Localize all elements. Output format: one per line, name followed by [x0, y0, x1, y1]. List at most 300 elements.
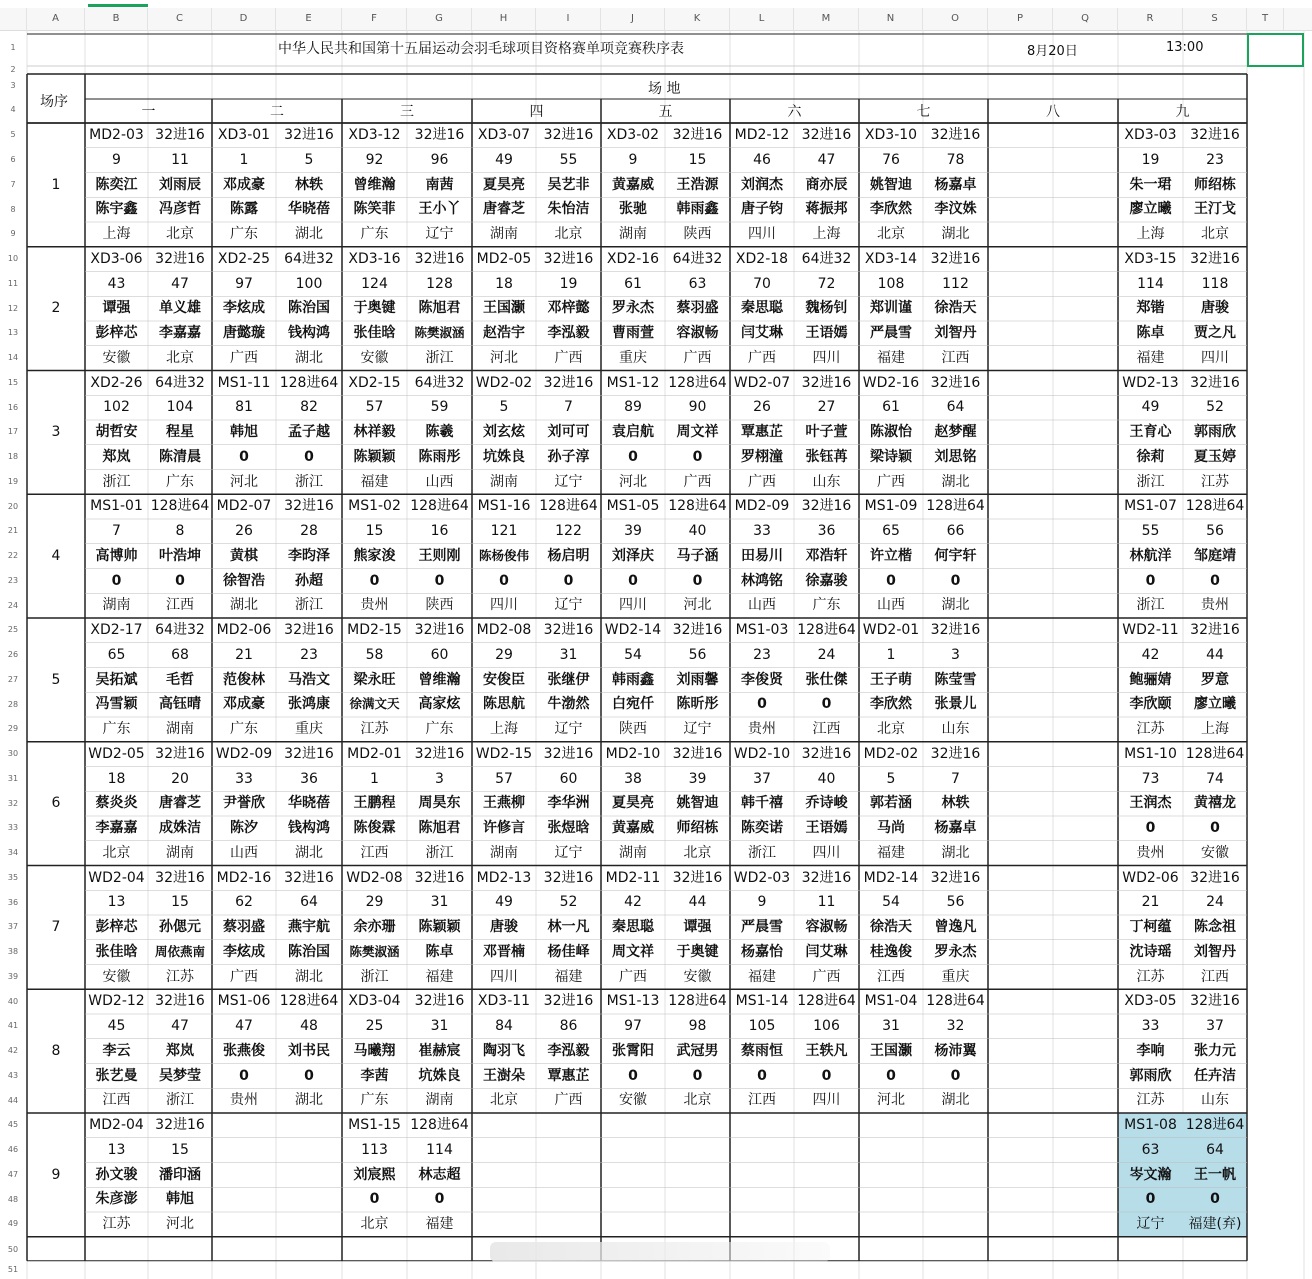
- match-order: 6: [51, 795, 61, 812]
- match-round: 32进16: [284, 869, 334, 886]
- player-name: 蔡雨恒: [741, 1042, 783, 1059]
- province: 江苏: [102, 1216, 131, 1232]
- match-round: 32进16: [284, 127, 334, 143]
- player-name: 武冠男: [676, 1042, 719, 1059]
- row-number[interactable]: 48: [7, 1194, 19, 1204]
- row-number[interactable]: 30: [7, 749, 19, 759]
- player-name: 林鸿铭: [741, 572, 783, 589]
- row-number[interactable]: 31: [7, 773, 19, 783]
- seed-number: 21: [1141, 894, 1160, 911]
- column-letter[interactable]: B: [85, 8, 148, 30]
- row-number[interactable]: 36: [7, 897, 19, 907]
- seed-number: 43: [107, 275, 126, 292]
- match-round: 32进16: [284, 622, 334, 638]
- province: 山东: [1201, 1092, 1229, 1109]
- column-letter[interactable]: D: [212, 8, 276, 30]
- player-name: 陈杨俊伟: [478, 547, 529, 563]
- column-letter[interactable]: M: [794, 8, 859, 30]
- player-name: 0: [434, 572, 445, 589]
- row-number[interactable]: 40: [7, 996, 19, 1006]
- row-number[interactable]: 38: [7, 947, 19, 957]
- province: 广东: [230, 721, 258, 737]
- province: 广东: [360, 1092, 389, 1109]
- row-number[interactable]: 17: [7, 427, 19, 437]
- player-name: 范俊林: [223, 671, 265, 688]
- player-name: 闫艾琳: [741, 325, 783, 341]
- player-name: 燕宇航: [288, 919, 330, 935]
- seed-number: 98: [688, 1018, 707, 1034]
- match-code: XD3-06: [90, 250, 143, 267]
- province: 广东: [102, 721, 131, 737]
- province: 贵州: [1136, 844, 1165, 861]
- match-code: MS1-03: [735, 622, 789, 638]
- court-header: 二: [270, 104, 284, 120]
- province: 浙江: [748, 844, 776, 861]
- seed-number: 8: [175, 523, 185, 539]
- match-code: XD3-12: [348, 127, 401, 143]
- province: 安徽: [102, 968, 131, 985]
- match-code: MD2-14: [863, 869, 919, 886]
- match-code: WD2-04: [88, 869, 145, 886]
- column-letter[interactable]: R: [1118, 8, 1183, 30]
- row-number[interactable]: 25: [7, 625, 19, 635]
- player-name: 廖立曦: [1129, 201, 1172, 218]
- row-number[interactable]: 3: [10, 81, 16, 90]
- province: 浙江: [360, 968, 389, 985]
- seed-number: 19: [559, 275, 578, 292]
- row-number[interactable]: 33: [7, 823, 19, 833]
- province: 浙江: [425, 349, 454, 366]
- row-number[interactable]: 49: [7, 1219, 19, 1229]
- column-letter[interactable]: F: [342, 8, 407, 30]
- province: 江西: [877, 968, 905, 985]
- player-name: 唐骏: [1201, 300, 1229, 317]
- row-number[interactable]: 6: [10, 155, 16, 165]
- province: 湖南: [619, 226, 647, 242]
- row-number[interactable]: 9: [10, 229, 16, 239]
- row-number[interactable]: 34: [7, 848, 19, 858]
- seed-number: 47: [171, 1018, 189, 1034]
- seed-number: 42: [1141, 646, 1160, 663]
- player-name: 高家炫: [418, 696, 461, 713]
- match-round: 32进16: [672, 622, 723, 638]
- row-number[interactable]: 45: [7, 1120, 19, 1130]
- row-number[interactable]: 13: [7, 328, 19, 338]
- province: 四川: [812, 1092, 841, 1109]
- seed-number: 124: [361, 275, 388, 292]
- player-name: 陈思航: [483, 696, 525, 713]
- match-round: 32进16: [672, 745, 723, 762]
- row-number[interactable]: 8: [10, 204, 16, 214]
- match-code: XD3-16: [348, 250, 401, 267]
- row-number[interactable]: 50: [7, 1245, 19, 1254]
- match-code: WD2-07: [733, 374, 791, 391]
- selected-cell[interactable]: [1247, 33, 1304, 67]
- province: 浙江: [425, 844, 454, 861]
- row-number[interactable]: 32: [7, 798, 19, 808]
- province: 广西: [619, 968, 647, 985]
- match-code: MS1-15: [348, 1117, 401, 1133]
- player-name: 王汀戈: [1194, 201, 1236, 218]
- seed-number: 73: [1141, 770, 1160, 787]
- player-name: 0: [1145, 572, 1156, 589]
- seed-number: 40: [817, 770, 836, 787]
- player-name: 夏昊亮: [483, 176, 525, 193]
- player-name: 姚智迪: [870, 176, 912, 193]
- player-name: 陈淑怡: [870, 424, 912, 440]
- match-round: 32进16: [1190, 250, 1240, 267]
- province: 安徽: [1201, 844, 1229, 861]
- row-number[interactable]: 41: [7, 1021, 19, 1031]
- row-number[interactable]: 51: [7, 1265, 19, 1274]
- player-name: 杨嘉怡: [741, 943, 783, 960]
- seed-number: 26: [753, 399, 771, 416]
- player-name: 覃惠芷: [741, 424, 783, 440]
- seed-number: 66: [946, 523, 965, 539]
- player-name: 李云: [102, 1042, 131, 1059]
- player-name: 张钰苒: [805, 448, 848, 465]
- column-letter[interactable]: Q: [1053, 8, 1118, 30]
- player-name: 李嘉嘉: [159, 325, 201, 341]
- province: 北京: [683, 844, 712, 861]
- province: 浙江: [295, 597, 323, 614]
- row-number[interactable]: 10: [7, 254, 19, 264]
- row-number[interactable]: 23: [7, 575, 19, 585]
- province: 广西: [683, 349, 712, 366]
- seed-number: 63: [1141, 1141, 1160, 1158]
- match-order: 4: [51, 547, 61, 564]
- court-header: 八: [1046, 104, 1060, 120]
- province: 福建: [425, 1216, 454, 1232]
- row-number[interactable]: 28: [7, 699, 19, 709]
- province: 四川: [619, 597, 647, 614]
- player-name: 何宇轩: [934, 547, 977, 564]
- row-number[interactable]: 27: [7, 674, 19, 684]
- player-name: 叶浩坤: [159, 547, 201, 564]
- match-round: 32进16: [155, 250, 205, 267]
- match-code: XD3-07: [477, 127, 531, 143]
- province: 河北: [490, 349, 518, 366]
- match-round: 128进64: [1185, 745, 1245, 762]
- player-name: 刘雨馨: [676, 671, 719, 688]
- match-code: WD2-02: [475, 374, 533, 391]
- row-number[interactable]: 24: [7, 600, 19, 610]
- column-letter[interactable]: H: [472, 8, 536, 30]
- player-name: 0: [1210, 1191, 1220, 1208]
- seed-number: 23: [753, 646, 771, 663]
- match-code: WD2-06: [1122, 869, 1179, 886]
- row-number[interactable]: 35: [7, 872, 19, 882]
- column-letter[interactable]: A: [27, 8, 85, 30]
- row-number[interactable]: 5: [10, 130, 16, 140]
- province: 湖南: [490, 226, 518, 242]
- player-name: 李炫成: [223, 943, 265, 960]
- player-name: 王小丫: [418, 201, 461, 218]
- seed-number: 92: [365, 151, 384, 168]
- player-name: 吴拓斌: [95, 671, 138, 688]
- player-name: 0: [692, 448, 703, 465]
- row-number[interactable]: 19: [7, 476, 19, 486]
- seed-number: 74: [1206, 770, 1224, 787]
- match-round: 128进64: [279, 374, 339, 391]
- row-number[interactable]: 22: [7, 551, 19, 561]
- seed-number: 82: [300, 399, 318, 416]
- seed-number: 23: [1206, 151, 1224, 168]
- province: 河北: [683, 597, 712, 614]
- row-number[interactable]: 2: [10, 65, 16, 74]
- player-name: 孙超: [295, 572, 323, 589]
- seed-number: 45: [107, 1018, 126, 1034]
- player-name: 郭雨欣: [1129, 1067, 1172, 1084]
- province: 安徽: [360, 349, 389, 366]
- player-name: 0: [175, 572, 185, 589]
- player-name: 0: [692, 1067, 703, 1084]
- match-order: 7: [51, 919, 61, 935]
- player-name: 罗永杰: [934, 943, 977, 960]
- row-number[interactable]: 1: [10, 43, 16, 52]
- province: 四川: [1201, 349, 1229, 366]
- player-name: 王国灏: [870, 1042, 912, 1059]
- province: 浙江: [102, 473, 131, 490]
- province: 福建: [748, 968, 776, 985]
- player-name: 陈治国: [288, 300, 330, 317]
- player-name: 0: [628, 1067, 638, 1084]
- column-letter[interactable]: S: [1183, 8, 1247, 30]
- player-name: 赵浩宇: [483, 325, 525, 341]
- player-name: 刘可可: [547, 424, 590, 440]
- player-name: 任卉洁: [1194, 1067, 1236, 1084]
- player-name: 孙文骏: [95, 1166, 138, 1183]
- match-round: 32进16: [801, 869, 852, 886]
- seed-number: 89: [624, 399, 642, 416]
- province: 福建(弃): [1188, 1216, 1242, 1232]
- seed-number: 7: [112, 523, 121, 539]
- player-name: 李茜: [360, 1067, 389, 1084]
- row-number[interactable]: 43: [7, 1070, 19, 1080]
- match-code: MD2-06: [216, 622, 272, 638]
- row-number[interactable]: 16: [7, 402, 19, 412]
- match-round: 32进16: [1190, 127, 1240, 143]
- player-name: 王语嫣: [805, 820, 848, 836]
- province: 山东: [812, 473, 841, 490]
- column-letter[interactable]: T: [1247, 8, 1284, 30]
- player-name: 徐嘉骏: [805, 572, 848, 589]
- player-name: 0: [1210, 820, 1220, 836]
- player-name: 陈雨彤: [418, 448, 461, 465]
- player-name: 陈旭君: [418, 820, 461, 836]
- match-round: 64进32: [672, 250, 723, 267]
- row-number[interactable]: 21: [7, 526, 19, 536]
- seed-number: 15: [365, 523, 384, 539]
- match-round: 32进16: [1190, 993, 1240, 1010]
- seed-number: 36: [300, 770, 318, 787]
- player-name: 韩雨鑫: [612, 671, 654, 688]
- match-round: 32进16: [543, 745, 594, 762]
- player-name: 王则刚: [418, 547, 461, 564]
- province: 福建: [1136, 349, 1165, 366]
- match-code: XD2-16: [606, 250, 660, 267]
- column-letter[interactable]: C: [148, 8, 212, 30]
- match-order: 9: [51, 1166, 61, 1183]
- player-name: 徐智浩: [223, 572, 265, 589]
- player-name: 罗栩潼: [741, 448, 783, 465]
- column-letter[interactable]: J: [601, 8, 665, 30]
- player-name: 陈宇鑫: [95, 201, 138, 218]
- seed-number: 72: [817, 275, 836, 292]
- row-number[interactable]: 39: [7, 971, 19, 981]
- row-number[interactable]: 44: [7, 1095, 19, 1105]
- row-number[interactable]: 18: [7, 452, 19, 462]
- column-letter[interactable]: K: [665, 8, 730, 30]
- player-name: 李汶姝: [934, 201, 977, 218]
- player-name: 陶羽飞: [483, 1042, 525, 1059]
- court-header: 四: [529, 104, 544, 120]
- seed-number: 104: [166, 399, 194, 416]
- player-name: 林轶: [941, 795, 970, 812]
- row-number[interactable]: 26: [7, 650, 19, 660]
- column-letter[interactable]: O: [923, 8, 988, 30]
- seed-number: 114: [426, 1141, 453, 1158]
- player-name: 杨嘉卓: [934, 176, 977, 193]
- player-name: 张燕俊: [223, 1042, 265, 1059]
- match-round: 32进16: [155, 127, 205, 143]
- column-letter[interactable]: L: [730, 8, 794, 30]
- player-name: 蔡炎炎: [95, 795, 138, 812]
- player-name: 覃惠芷: [547, 1067, 590, 1084]
- seed-number: 64: [946, 399, 965, 416]
- seed-number: 114: [1137, 275, 1164, 292]
- seed-number: 96: [430, 151, 449, 168]
- match-code: WD2-01: [862, 622, 920, 638]
- seed-number: 63: [688, 275, 707, 292]
- player-name: 0: [304, 1067, 314, 1084]
- column-letter[interactable]: E: [276, 8, 342, 30]
- player-name: 李泓毅: [547, 325, 590, 341]
- player-name: 徐满文天: [349, 696, 400, 712]
- province: 江苏: [360, 721, 389, 737]
- player-name: 刘智丹: [1194, 943, 1236, 960]
- column-letter[interactable]: G: [407, 8, 472, 30]
- row-number[interactable]: 14: [7, 353, 19, 363]
- row-number[interactable]: 12: [7, 303, 19, 313]
- row-number[interactable]: 4: [10, 105, 16, 114]
- match-round: 32进16: [155, 1117, 205, 1133]
- player-name: 刘书民: [288, 1042, 330, 1059]
- row-number[interactable]: 46: [7, 1145, 19, 1155]
- player-name: 胡哲安: [95, 424, 138, 440]
- match-round: 128进64: [150, 498, 210, 515]
- row-number[interactable]: 37: [7, 922, 19, 932]
- province: 辽宁: [554, 473, 583, 490]
- province: 湖北: [230, 597, 258, 614]
- match-round: 32进16: [155, 869, 205, 886]
- player-name: 夏玉婷: [1194, 448, 1236, 465]
- seed-number: 47: [171, 275, 189, 292]
- player-name: 陈卓: [425, 943, 454, 960]
- match-code: XD3-14: [864, 250, 918, 267]
- province: 上海: [1136, 226, 1165, 242]
- row-number[interactable]: 42: [7, 1046, 19, 1056]
- column-letter[interactable]: I: [536, 8, 601, 30]
- player-name: 钱构鸿: [288, 820, 330, 836]
- seed-number: 20: [171, 770, 189, 787]
- province: 北京: [490, 1092, 518, 1109]
- court-header: 一: [141, 104, 156, 120]
- province: 辽宁: [554, 844, 583, 861]
- seed-number: 18: [107, 770, 126, 787]
- match-round: 32进16: [414, 993, 465, 1010]
- row-number[interactable]: 20: [7, 501, 19, 511]
- province: 上海: [102, 226, 131, 242]
- player-name: 桂逸俊: [870, 943, 912, 960]
- seed-number: 37: [753, 770, 771, 787]
- seed-number: 5: [304, 151, 314, 168]
- player-name: 张佳晗: [95, 943, 138, 960]
- player-name: 韩旭: [166, 1191, 194, 1208]
- match-round: 128进64: [797, 993, 856, 1010]
- row-number[interactable]: 29: [7, 724, 19, 734]
- match-order: 5: [51, 671, 61, 688]
- seed-number: 9: [628, 151, 638, 168]
- seed-number: 33: [1141, 1018, 1160, 1034]
- seed-number: 19: [1141, 151, 1160, 168]
- player-name: 唐懿璇: [223, 325, 265, 341]
- player-name: 刘宸熙: [353, 1166, 396, 1183]
- match-round: 32进16: [801, 745, 852, 762]
- player-name: 华晓蓓: [288, 795, 330, 812]
- province: 安徽: [619, 1092, 647, 1109]
- player-name: 0: [1145, 820, 1156, 836]
- seed-number: 49: [495, 151, 513, 168]
- player-name: 张艺曼: [95, 1067, 138, 1084]
- player-name: 林祥毅: [353, 424, 396, 440]
- seed-number: 1: [370, 770, 379, 787]
- match-round: 128进64: [926, 498, 985, 515]
- court-header: 九: [1175, 104, 1190, 120]
- seed-number: 49: [495, 894, 513, 911]
- match-code: WD2-12: [88, 993, 145, 1010]
- player-name: 张鸿康: [288, 696, 330, 713]
- province: 广西: [554, 1092, 583, 1109]
- column-letter[interactable]: N: [859, 8, 923, 30]
- player-name: 陈羲: [425, 424, 454, 440]
- match-code: MD2-15: [347, 622, 402, 638]
- match-code: XD3-10: [864, 127, 918, 143]
- row-number[interactable]: 15: [7, 377, 19, 387]
- player-name: 0: [111, 572, 122, 589]
- column-letter[interactable]: P: [988, 8, 1053, 30]
- row-number[interactable]: 7: [10, 179, 16, 189]
- player-name: 刘泽庆: [612, 547, 654, 564]
- player-name: 邓梓懿: [547, 300, 590, 317]
- player-name: 邓成豪: [223, 176, 265, 193]
- row-number[interactable]: 47: [7, 1169, 19, 1179]
- player-name: 0: [369, 1191, 380, 1208]
- player-name: 南茜: [425, 176, 454, 193]
- match-order: 1: [51, 176, 61, 193]
- player-name: 林一凡: [547, 919, 590, 935]
- seed-number: 33: [753, 523, 771, 539]
- seed-number: 31: [882, 1018, 900, 1034]
- province: 湖南: [490, 844, 518, 861]
- province: 广东: [230, 226, 258, 242]
- match-round: 32进16: [155, 745, 205, 762]
- player-name: 王燕柳: [483, 795, 525, 812]
- seed-number: 76: [882, 151, 900, 168]
- province: 湖南: [102, 597, 131, 614]
- seed-number: 47: [235, 1018, 253, 1034]
- row-number[interactable]: 11: [7, 278, 19, 288]
